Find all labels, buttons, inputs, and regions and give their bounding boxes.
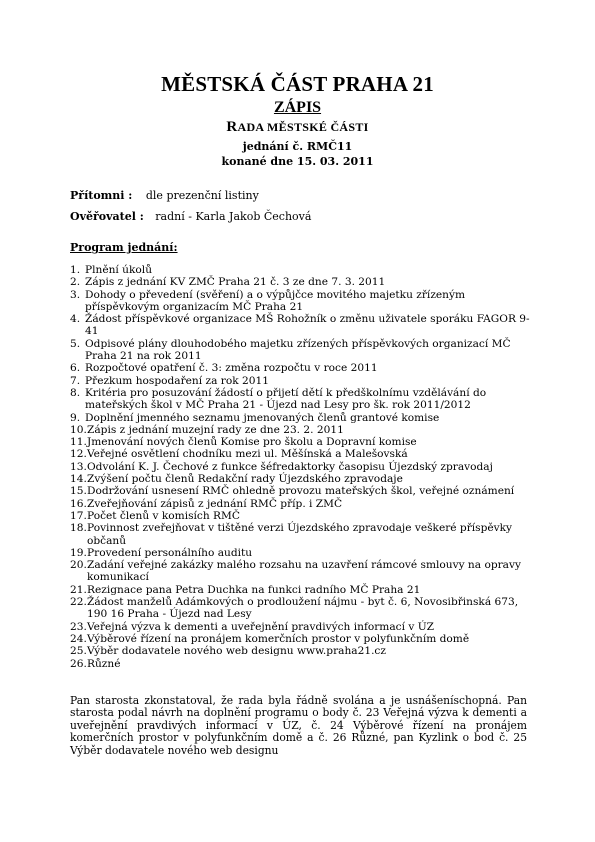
program-item-number: 14.: [70, 473, 87, 486]
program-item-text: Zápis z jednání muzejní rady ze dne 23. 2. 2011: [87, 423, 344, 436]
program-item-number: 21.: [70, 583, 87, 596]
present-row: [70, 189, 259, 202]
program-item-number: 15.: [70, 485, 87, 498]
program-item-text: Plnění úkolů: [85, 264, 153, 276]
program-item-number: 25.: [70, 645, 87, 658]
program-item-number: 9.: [70, 411, 81, 424]
program-item-text: Rozpočtové opatření č. 3: změna rozpočtu v roce 2011: [85, 362, 378, 375]
program-item: [70, 313, 530, 338]
program-item-number: 3.: [70, 288, 81, 301]
council-name: [0, 119, 595, 136]
program-item-text: Zvýšení počtu členů Redakční rady Újezdského zpravodaje: [87, 473, 403, 486]
council-name-rest: ADA MĚSTSKÉ ČÁSTI: [237, 120, 369, 134]
program-item: [70, 276, 530, 288]
program-item-number: 1.: [70, 264, 81, 276]
program-item: [70, 424, 530, 436]
program-item: [70, 448, 530, 460]
program-list: [70, 264, 530, 670]
program-item-number: 13.: [70, 460, 87, 473]
program-item-text: Žádost příspěvkové organizace MŠ Rohožník o změnu uživatele sporáku FAGOR 9-41: [85, 313, 530, 338]
program-item-number: 22.: [70, 596, 87, 609]
program-heading: Program jednání:: [70, 241, 178, 254]
verifier-row: [70, 210, 311, 223]
program-item-text: Zápis z jednání KV ZMČ Praha 21 č. 3 ze dne 7. 3. 2011: [85, 276, 386, 289]
verifier-value: radní - Karla Jakob Čechová: [155, 210, 312, 223]
program-item: [70, 510, 530, 522]
program-item-text: Doplnění jmenného seznamu jmenovaných členů grantové komise: [85, 411, 440, 424]
program-item-text: Veřejná výzva k dementi a uveřejnění pravdivých informací v ÚZ: [87, 620, 435, 633]
document-title: MĚSTSKÁ ČÁST PRAHA 21: [161, 72, 434, 96]
program-item-number: 11.: [70, 436, 87, 449]
program-item-number: 17.: [70, 509, 87, 522]
program-item: [70, 338, 530, 363]
meeting-number: jednání č. RMČ11: [242, 140, 353, 153]
program-item-text: Zveřejňování zápisů z jednání RMČ příp. i ZMČ: [87, 497, 343, 510]
program-item-text: Různé: [87, 657, 121, 670]
program-item-number: 2.: [70, 276, 81, 289]
program-item-text: Přezkum hospodaření za rok 2011: [85, 374, 269, 387]
program-item-number: 8.: [70, 386, 81, 399]
program-item-text: Jmenování nových členů Komise pro školu a Dopravní komise: [87, 436, 417, 449]
program-item-text: Kritéria pro posuzování žádostí o přijetí dětí k předškolnímu vzdělávání do mateřských škol v MČ Praha 21 - Újezd nad Lesy pro šk. rok 2011/2012: [85, 386, 487, 412]
program-item-text: Počet členů v komisích RMČ: [87, 509, 240, 522]
present-value: dle prezenční listiny: [145, 189, 259, 202]
program-item-number: 6.: [70, 362, 81, 375]
program-item-number: 4.: [70, 313, 81, 326]
program-item-number: 24.: [70, 632, 87, 645]
program-item: [70, 596, 530, 621]
program-item-text: Rezignace pana Petra Duchka na funkci radního MČ Praha 21: [87, 583, 421, 596]
program-item-number: 20.: [70, 559, 87, 572]
program-item-number: 5.: [70, 337, 81, 350]
program-item: [70, 584, 530, 596]
program-item: [70, 621, 530, 633]
program-item-text: Výběr dodavatele nového web designu www.praha21.cz: [87, 645, 386, 658]
meeting-date: konané dne 15. 03. 2011: [221, 155, 374, 168]
program-item-number: 16.: [70, 497, 87, 510]
body-paragraph: Pan starosta zkonstatoval, že rada byla řádně svolána a je usnášeníschopná. Pan starosta podal návrh na doplnění programu o body č. 23 Veřejná výzva k dementi a uveřejnění pravdivých informací v ÚZ, č. 24 Výběrové řízení na pronájem komerčních prostor v polyfunkčním domě a č. 26 Různé, pan Kyzlink o bod č. 25 Výběr dodavatele nového web designu: [70, 694, 527, 757]
program-item-text: Odvolání K. J. Čechové z funkce šéfredaktorky časopisu Újezdský zpravodaj: [87, 460, 493, 473]
program-item-text: Veřejné osvětlení chodníku mezi ul. Měšínská a Malešovská: [87, 448, 408, 461]
program-item-number: 26.: [70, 657, 87, 670]
verifier-label: Ověřovatel :: [70, 210, 144, 223]
program-item: [70, 547, 530, 559]
program-item: [70, 436, 530, 448]
program-item: [70, 412, 530, 424]
program-item-text: Dodržování usnesení RMČ ohledně provozu mateřských škol, veřejné oznámení: [87, 485, 515, 498]
program-item-text: Povinnost zveřejňovat v tištěné verzi Újezdského zpravodaje veškeré příspěvky občanů: [87, 522, 513, 547]
program-item-number: 23.: [70, 620, 87, 633]
program-item-number: 7.: [70, 374, 81, 387]
program-item-text: Výběrové řízení na pronájem komerčních prostor v polyfunkčním domě: [87, 632, 470, 645]
program-item-number: 18.: [70, 522, 87, 535]
program-item: [70, 362, 530, 374]
program-item: [70, 289, 530, 314]
council-name-initial: R: [226, 119, 238, 135]
program-item-number: 19.: [70, 546, 87, 559]
program-item: [70, 658, 530, 670]
program-item: [70, 645, 530, 657]
present-label: Přítomni :: [70, 189, 133, 202]
program-item: [70, 264, 530, 276]
program-item: [70, 461, 530, 473]
program-item: [70, 387, 530, 412]
program-item-text: Zadání veřejné zakázky malého rozsahu na uzavření rámcové smlouvy na opravy komunikací: [87, 559, 521, 584]
program-item-number: 12.: [70, 448, 87, 461]
program-item: [70, 498, 530, 510]
program-item-text: Dohody o převedení (svěření) a o výpůjčce movitého majetku zřízeným příspěvkovým organizacím MČ Praha 21: [85, 288, 466, 313]
program-item: [70, 559, 530, 584]
program-item-text: Žádost manželů Adámkových o prodloužení nájmu - byt č. 6, Novosibřinská 673, 190 16 Praha - Újezd nad Lesy: [87, 596, 519, 621]
program-item-text: Provedení personálního auditu: [87, 546, 253, 559]
program-item: [70, 485, 530, 497]
program-item-text: Odpisové plány dlouhodobého majetku zřízených příspěvkových organizací MČ Praha 21 na rok 2011: [85, 337, 511, 363]
program-item: [70, 633, 530, 645]
program-item-number: 10.: [70, 423, 87, 436]
document-subtitle: ZÁPIS: [273, 99, 322, 116]
program-item: [70, 375, 530, 387]
program-item: [70, 473, 530, 485]
program-item: [70, 522, 530, 547]
